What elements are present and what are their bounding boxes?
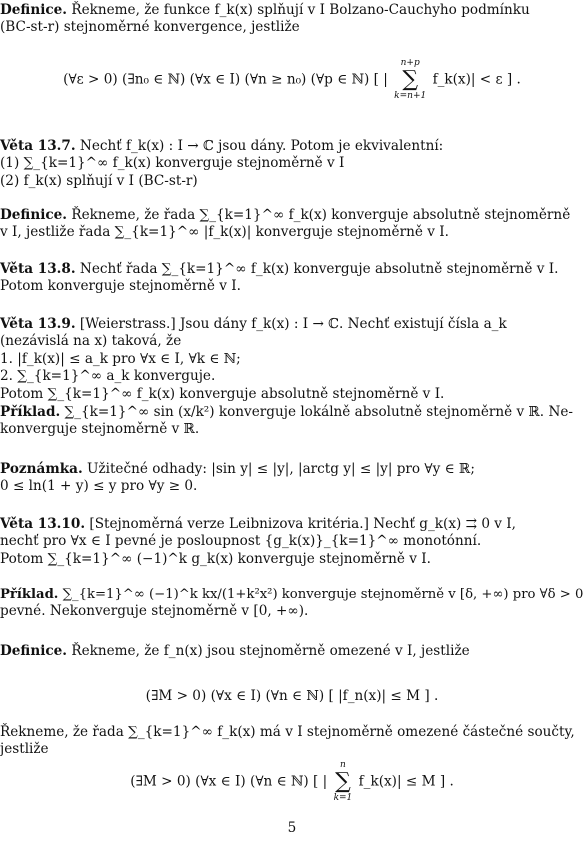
text-span: [Weierstrass.] Jsou dány f_k(x) : I → ℂ. Nechť existují čísla a_k (75, 316, 507, 332)
text-line (0, 138, 584, 155)
section-heading: Věta 13.8. (0, 261, 76, 277)
text-line (0, 207, 584, 224)
summation-sign (394, 58, 426, 102)
text-line: 1. |f_k(x)| ≤ a_k pro ∀x ∈ I, ∀k ∈ ℕ; (0, 350, 241, 367)
formula-prefix: (∃M > 0) (∀x ∈ I) (∀n ∈ ℕ) [ | (130, 773, 328, 790)
section-heading: Věta 13.9. (0, 316, 76, 332)
formula-suffix: f_k(x)| ≤ M ] . (358, 773, 454, 790)
example-sine-series (0, 404, 584, 439)
text-line (0, 516, 584, 533)
definition-bounded-partial-sums (0, 724, 584, 759)
text-span: Řekneme, že funkce f_k(x) splňují v I Bolzano-Cauchyho podmínku (67, 2, 530, 18)
display-formula-bounded: (∃M > 0) (∀x ∈ I) (∀n ∈ ℕ) [ |f_n(x)| ≤ M ] . (145, 688, 439, 704)
text-span: ∑_{k=1}^∞ (−1)^k kx/(1+k²x²) konverguje stejnoměrně v [δ, +∞) pro ∀δ > 0 (58, 587, 584, 602)
text-span: [Stejnoměrná verze Leibnizova kritéria.] Nechť g_k(x) ⇉ 0 v I, (85, 516, 516, 532)
text-line: (nezávislá na x) taková, že (0, 333, 182, 350)
definition-bc-condition (0, 2, 584, 37)
section-heading: Příklad. (0, 587, 59, 602)
section-heading: Poznámka. (0, 461, 83, 477)
text-line: (2) f_k(x) splňují v I (BC-st-r) (0, 172, 198, 189)
text-line (0, 404, 584, 421)
text-span: Nechť řada ∑_{k=1}^∞ f_k(x) konverguje absolutně stejnoměrně v I. (75, 261, 559, 277)
text-line (0, 586, 584, 603)
sum-lower-limit: k=1 (333, 793, 353, 803)
text-line: pevné. Nekonverguje stejnoměrně v [0, +∞). (0, 603, 309, 620)
theorem-13-7 (0, 138, 584, 190)
sum-lower-limit: k=n+1 (394, 91, 427, 101)
display-formula-partial-sums (0, 760, 584, 804)
text-line: (BC-st-r) stejnoměrné konvergence, jestliže (0, 19, 300, 36)
page-number: 5 (287, 820, 297, 836)
summation-sign (334, 760, 353, 804)
sum-upper-limit: n+p (400, 58, 420, 68)
text-line: Potom ∑_{k=1}^∞ (−1)^k g_k(x) konverguje stejnoměrně v I. (0, 550, 431, 567)
text-line: v I, jestliže řada ∑_{k=1}^∞ |f_k(x)| konverguje stejnoměrně v I. (0, 224, 449, 241)
section-heading: Definice. (0, 2, 68, 18)
text-span: ∑_{k=1}^∞ sin (x/k²) konverguje lokálně absolutně stejnoměrně v ℝ. Ne- (60, 404, 573, 420)
text-line (0, 261, 584, 278)
text-line: Potom ∑_{k=1}^∞ f_k(x) konverguje absolutně stejnoměrně v I. (0, 385, 445, 402)
text-line: 0 ≤ ln(1 + y) ≤ y pro ∀y ≥ 0. (0, 478, 198, 495)
text-line: (1) ∑_{k=1}^∞ f_k(x) konverguje stejnoměrně v I (0, 155, 345, 172)
text-span: Užitečné odhady: |sin y| ≤ |y|, |arctg y| ≤ |y| pro ∀y ∈ ℝ; (82, 461, 475, 477)
definition-uniformly-bounded (0, 643, 584, 660)
text-line: jestliže (0, 741, 49, 758)
theorem-13-10 (0, 516, 584, 568)
text-line: Potom konverguje stejnoměrně v I. (0, 278, 241, 295)
sigma-symbol: ∑ (402, 67, 419, 92)
text-line (0, 643, 584, 660)
section-heading: Definice. (0, 207, 68, 223)
example-leibniz-series (0, 586, 584, 621)
remark-estimates (0, 461, 584, 496)
formula-suffix: f_k(x)| < ε ] . (432, 71, 521, 88)
text-span: Řekneme, že f_n(x) jsou stejnoměrně omezené v I, jestliže (67, 643, 470, 659)
section-heading: Věta 13.10. (0, 516, 86, 532)
text-span: Nechť f_k(x) : I → ℂ jsou dány. Potom je ekvivalentní: (75, 138, 444, 154)
theorem-13-9 (0, 316, 584, 403)
text-line: konverguje stejnoměrně v ℝ. (0, 421, 200, 438)
sigma-symbol: ∑ (335, 769, 351, 794)
formula-prefix: (∀ε > 0) (∃n₀ ∈ ℕ) (∀x ∈ I) (∀n ≥ n₀) (∀p ∈ ℕ) [ | (63, 71, 388, 88)
display-formula-bc (0, 58, 584, 102)
text-line (0, 461, 584, 478)
text-line (0, 2, 584, 19)
text-line: 2. ∑_{k=1}^∞ a_k konverguje. (0, 368, 216, 385)
theorem-13-8 (0, 261, 584, 296)
section-heading: Věta 13.7. (0, 138, 76, 154)
text-span: Řekneme, že řada ∑_{k=1}^∞ f_k(x) konverguje absolutně stejnoměrně (67, 207, 571, 223)
section-heading: Příklad. (0, 404, 61, 420)
text-line: nechť pro ∀x ∈ I pevné je posloupnost {g_k(x)}_{k=1}^∞ monotónní. (0, 533, 482, 550)
text-line (0, 316, 584, 333)
sum-upper-limit: n (340, 760, 346, 770)
section-heading: Definice. (0, 643, 68, 659)
definition-absolute-uniform (0, 207, 584, 242)
text-line: Řekneme, že řada ∑_{k=1}^∞ f_k(x) má v I stejnoměrně omezené částečné součty, (0, 724, 575, 740)
